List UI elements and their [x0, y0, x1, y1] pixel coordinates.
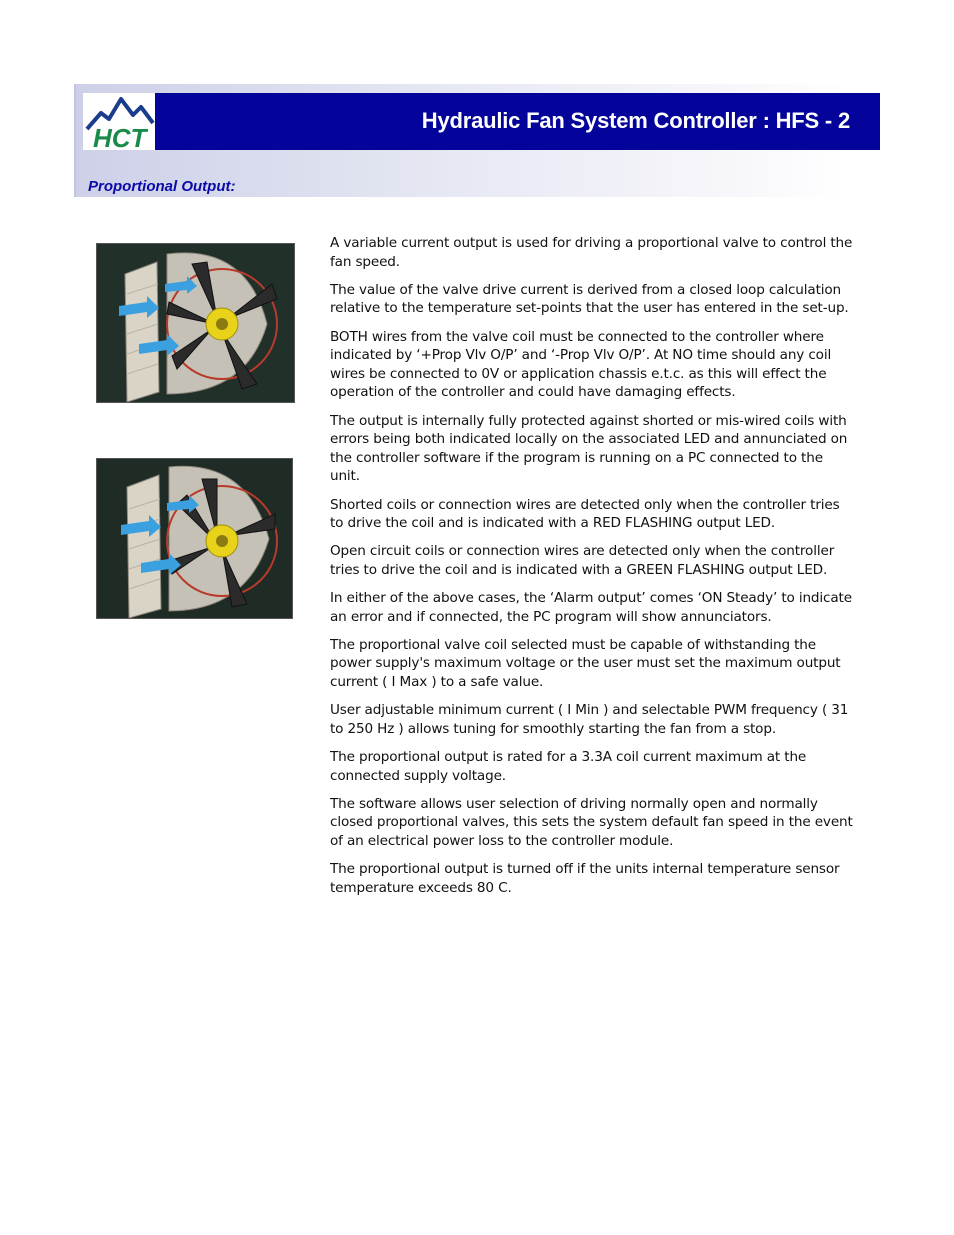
- fan-cooler-image-1: [96, 243, 295, 403]
- paragraph: The proportional output is turned off if the units internal temperature sensor temperature exceeds 80 C.: [330, 861, 840, 896]
- body-text: [330, 234, 855, 907]
- page-title: Hydraulic Fan System Controller : HFS - 2: [421, 108, 850, 133]
- header-band-edge: [74, 84, 76, 197]
- paragraph: Open circuit coils or connection wires are detected only when the controller tries to drive the coil and is indicated with a GREEN FLASHING output LED.: [330, 543, 835, 578]
- section-heading: Proportional Output:: [88, 178, 236, 195]
- paragraph: BOTH wires from the valve coil must be connected to the controller where indicated by ‘+Prop Vlv O/P’ and ‘-Prop Vlv O/P’. At NO time should any coil wires be connected to 0V or application chassis e.t.c. as this will effect the operation of the controller and could have damaging effects.: [330, 328, 832, 401]
- logo-text: HCT: [93, 123, 147, 150]
- paragraph: Shorted coils or connection wires are detected only when the controller tries to drive the coil and is indicated with a RED FLASHING output LED.: [330, 496, 840, 532]
- hct-logo: [83, 93, 155, 150]
- paragraph: The proportional valve coil selected must be capable of withstanding the power supply's maximum voltage or the user must set the maximum output current ( I Max ) to a safe value.: [330, 636, 841, 691]
- paragraph: In either of the above cases, the ‘Alarm output’ comes ‘ON Steady’ to indicate an error and if connected, the PC program will show annunciators.: [330, 590, 852, 625]
- paragraph: User adjustable minimum current ( I Min ) and selectable PWM frequency ( 31 to 250 Hz ) allows tuning for smoothly starting the fan from a stop.: [330, 702, 849, 737]
- paragraph: The output is internally fully protected against shorted or mis-wired coils with errors being both indicated locally on the associated LED and annunciated on the controller software if the program is running on a PC connected to the unit.: [330, 412, 848, 485]
- paragraph: The proportional output is rated for a 3.3A coil current maximum at the connected supply voltage.: [330, 749, 807, 784]
- fan-cooler-image-2: [96, 458, 293, 619]
- paragraph: A variable current output is used for driving a proportional valve to control the fan speed.: [330, 235, 853, 270]
- title-bar: [155, 93, 880, 150]
- paragraph: The software allows user selection of driving normally open and normally closed proportional valves, this sets the system default fan speed in the event of an electrical power loss to the controller module.: [330, 795, 853, 849]
- paragraph: The value of the valve drive current is derived from a closed loop calculation relative to the temperature set-points that the user has entered in the set-up.: [330, 281, 849, 317]
